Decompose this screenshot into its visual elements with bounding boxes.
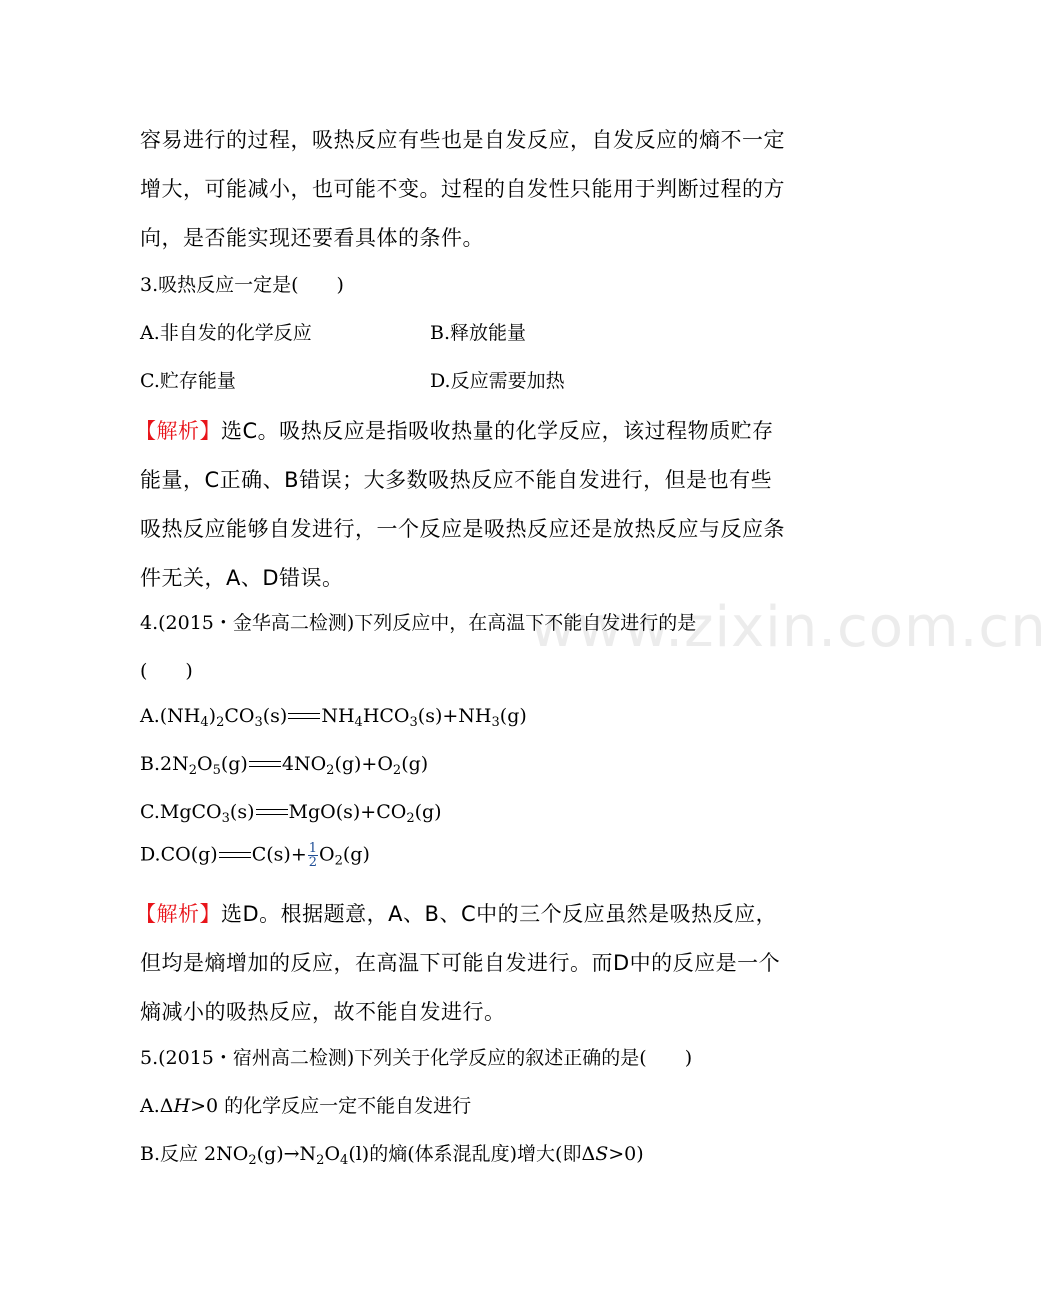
question-4-option-d: D.CO(g) C(s)+ $\frac{1}{2}$ $O_2(g)$	[140, 841, 370, 870]
question-4-stem-blank: ( )	[140, 660, 193, 682]
question-5-option-b: B.反应 $2NO_2(g)\to N_2O_4(l)$的熵(体系混乱度)增大(即ΔS>0)	[140, 1143, 644, 1168]
analysis-tag: 【解析】	[135, 902, 221, 926]
analysis-text: 选C。吸热反应是指吸收热量的化学反应，该过程物质贮存	[221, 419, 774, 443]
analysis-tag: 【解析】	[135, 419, 221, 443]
fraction-one-half: $\frac{1}{2}$	[308, 841, 318, 870]
analysis-3-line: 能量，C正确、B错误；大多数吸热反应不能自发进行，但是也有些	[140, 468, 773, 492]
question-5-option-a: A.ΔH>0 的化学反应一定不能自发进行	[140, 1095, 472, 1117]
analysis-4-line	[135, 898, 777, 928]
option-c: C.贮存能量	[140, 370, 236, 392]
question-5-stem: 5.(2015・宿州高二检测)下列关于化学反应的叙述正确的是( )	[140, 1047, 693, 1069]
analysis-3-line	[135, 415, 774, 445]
analysis-text: 选D。根据题意，A、B、C中的三个反应虽然是吸热反应，	[221, 902, 778, 926]
right-arrow-icon: →	[283, 1143, 300, 1165]
equals-arrow-icon	[288, 713, 320, 719]
question-4-option-c: C.MgCO$_3$(s) $MgO(s)+CO_2(g)$	[140, 801, 442, 826]
analysis-3-line: 吸热反应能够自发进行，一个反应是吸热反应还是放热反应与反应条	[140, 517, 785, 541]
analysis-3-line: 件无关，A、D错误。	[140, 566, 344, 590]
watermark: www.zixin.com.cn	[530, 595, 1047, 660]
question-3-stem: 3.吸热反应一定是( )	[140, 274, 344, 296]
equals-arrow-icon	[249, 761, 281, 767]
option-a: A.非自发的化学反应	[140, 322, 312, 344]
option-b: B.释放能量	[430, 322, 527, 344]
paragraph-line: 向，是否能实现还要看具体的条件。	[140, 226, 484, 250]
question-4-option-a: $A.(NH_4)_2CO_3(s)$ $NH_4HCO_3(s)+NH_3(g)$	[140, 705, 527, 730]
equals-arrow-icon	[256, 809, 288, 815]
question-4-option-b: $B.2N_2O_5(g)$ $4NO_2(g)+O_2(g)$	[140, 753, 429, 778]
question-4-stem: 4.(2015・金华高二检测)下列反应中，在高温下不能自发进行的是	[140, 612, 697, 634]
analysis-4-line: 熵减小的吸热反应，故不能自发进行。	[140, 1000, 506, 1024]
question-3-options-row1	[140, 318, 840, 345]
analysis-4-line: 但均是熵增加的反应，在高温下可能自发进行。而D中的反应是一个	[140, 951, 781, 975]
question-3-options-row2	[140, 366, 840, 393]
option-d: D.反应需要加热	[430, 370, 565, 392]
paragraph-line: 增大，可能减小，也可能不变。过程的自发性只能用于判断过程的方	[140, 177, 785, 201]
paragraph-line: 容易进行的过程，吸热反应有些也是自发反应，自发反应的熵不一定	[140, 128, 785, 152]
equals-arrow-icon	[219, 852, 251, 858]
